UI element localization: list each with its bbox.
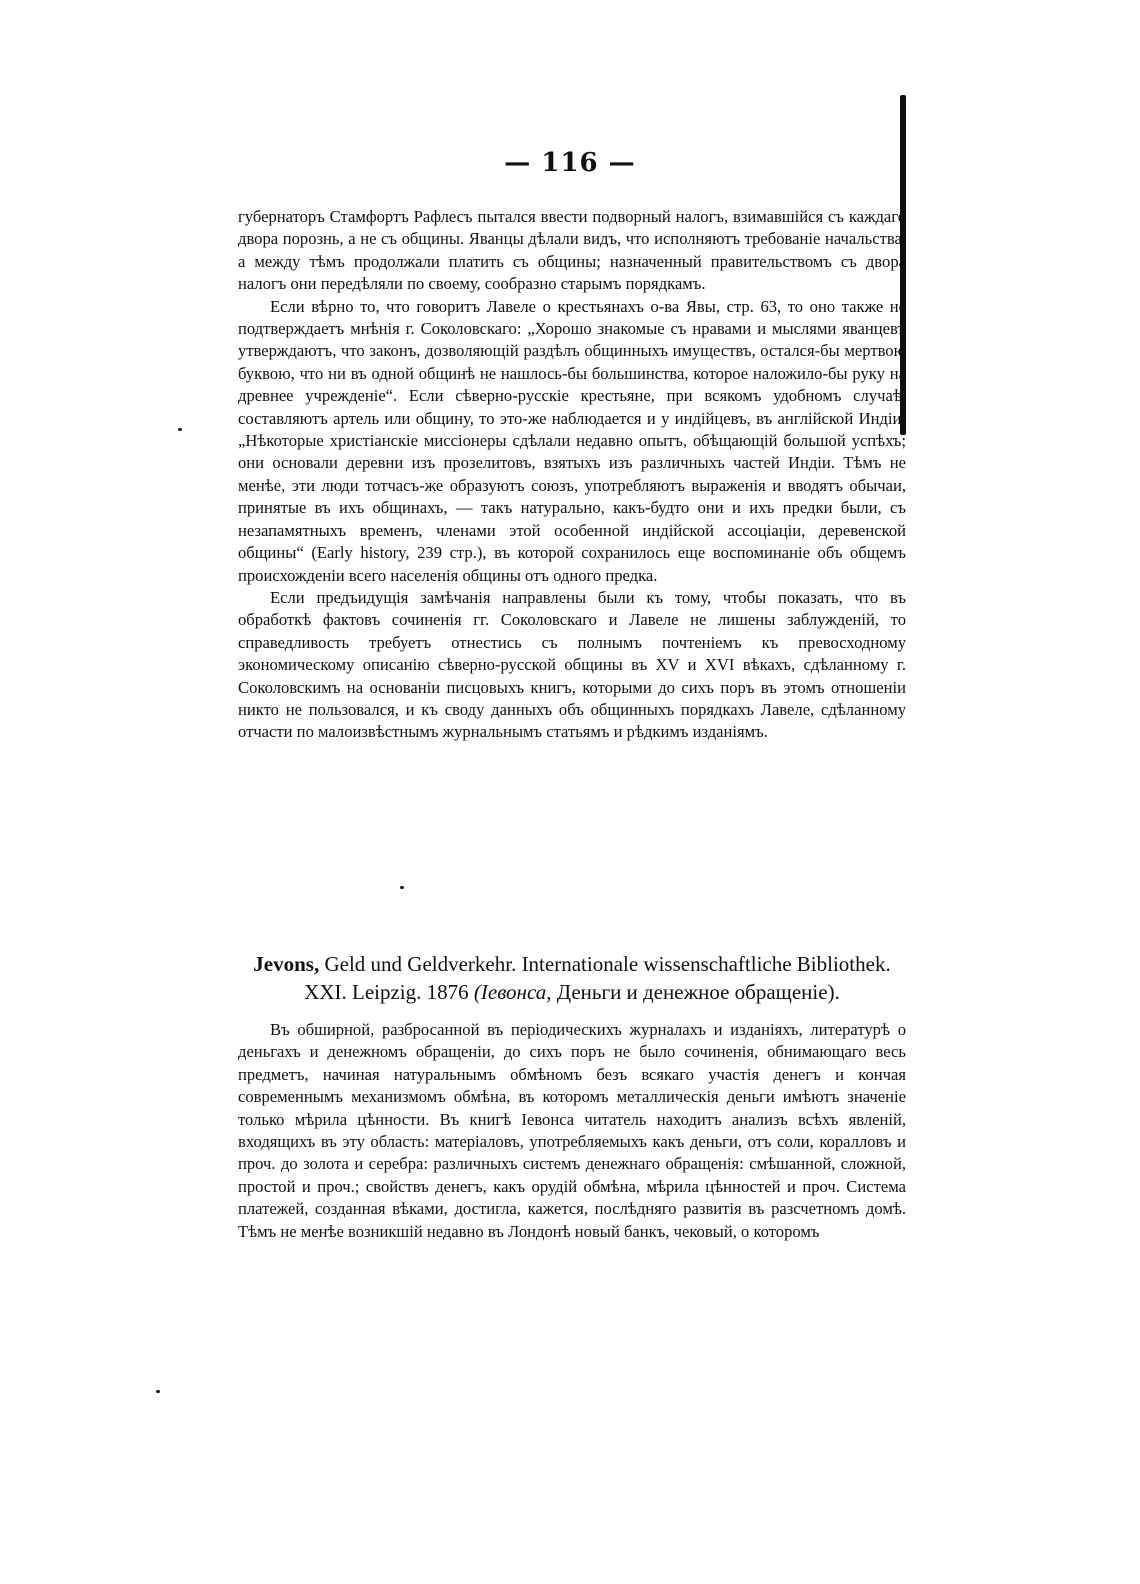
scan-speck [178, 428, 182, 431]
page-number: — 116 — [504, 148, 636, 178]
text-block-bottom [238, 1019, 906, 1243]
heading-line-2 [232, 978, 912, 1006]
heading-title: Geld und Geldverkehr. Internationale wissenschaftliche Bibliothek. [324, 952, 891, 976]
heading-line-1 [232, 950, 912, 978]
scan-speck [400, 886, 404, 889]
paragraph: Если предъидущія замѣчанія направлены были къ тому, чтобы показать, что въ обработкѣ фактовъ сочиненія гг. Соколовскаго и Лавеле не лишены заблужденій, то справедливость требуетъ отнестись съ полнымъ почтеніемъ къ превосходному экономическому описанію сѣверно-русской общины въ XV и XVI вѣкахъ, сдѣланному г. Соколовскимъ на основаніи писцовыхъ книгъ, которыми до сихъ поръ въ этомъ отношеніи никто не пользовался, и къ своду данныхъ объ общинныхъ порядкахъ Лавеле, сдѣланному отчасти по малоизвѣстнымъ журнальнымъ статьямъ и рѣдкимъ изданіямъ. [238, 587, 906, 742]
text-block-top [238, 206, 906, 744]
paragraph: Если вѣрно то, что говоритъ Лавеле о крестьянахъ о-ва Явы, стр. 63, то оно также не подтверждаетъ мнѣнія г. Соколовскаго: „Хорошо знакомые съ нравами и мыслями яванцевъ утверждаютъ, что законъ, дозволяющій раздѣлъ общинныхъ имуществъ, остался-бы мертвою буквою, что ни въ одной общинѣ не нашлось-бы большинства, которое наложило-бы руку на древнее учрежденіе“. Если сѣверно-русскіе крестьяне, при всякомъ удобномъ случаѣ, составляютъ артель или общину, то это-же наблюдается и у индійцевъ, въ англійской Индіи: „Нѣкоторые христіанскіе миссіонеры сдѣлали недавно опытъ, обѣщающій большой успѣхъ; они основали деревни изъ прозелитовъ, взятыхъ изъ различныхъ частей Индіи. Тѣмъ не менѣе, эти люди тотчасъ-же образуютъ союзъ, употребляютъ выраженія и вводятъ обычаи, принятые въ ихъ общинахъ, — такъ натурально, какъ-будто они и ихъ предки были, съ незапамятныхъ временъ, членами этой особенной индійской ассоціаціи, деревенской общины“ (Early history, 239 стр.), въ которой сохранилось еще воспоминаніе объ общемъ происхожденіи всего населенія общины отъ одного предка. [238, 296, 906, 585]
heading-author: Jevons, [253, 952, 320, 976]
paragraph: губернаторъ Стамфортъ Рафлесъ пытался ввести подворный налогъ, взимавшійся съ каждаго двора порознь, а не съ общины. Яванцы дѣлали видъ, что исполняютъ требованіе начальства, а между тѣмъ продолжали платить съ общины; назначенный правительствомъ съ двора налогъ они передѣляли по своему, сообразно старымъ порядкамъ. [238, 207, 906, 294]
heading-russian-title: Деньги и денежное обращеніе). [556, 980, 840, 1004]
review-heading [232, 950, 912, 1006]
paragraph: Въ обширной, разбросанной въ періодическихъ журналахъ и изданіяхъ, литературѣ о деньгахъ и денежномъ обращеніи, до сихъ поръ не было сочиненія, обнимающаго весь предметъ, начиная натуральнымъ обмѣномъ безъ всякаго участія денегъ и кончая современнымъ механизмомъ обмѣна, въ которомъ металлическія деньги имѣютъ значеніе только мѣрила цѣнности. Въ книгѣ Іевонса читатель находитъ анализъ всѣхъ явленій, входящихъ въ эту область: матеріаловъ, употребляемыхъ какъ деньги, отъ соли, коралловъ и проч. до золота и серебра: различныхъ системъ денежнаго обращенія: смѣшанной, сложной, простой и проч.; свойствъ денегъ, какъ орудій обмѣна, мѣрила цѣнностей и проч. Система платежей, созданная вѣками, достигла, кажется, послѣдняго развитія въ разсчетномъ домѣ. Тѣмъ не менѣе возникшій недавно въ Лондонѣ новый банкъ, чековый, о которомъ [238, 1020, 906, 1241]
heading-russian-author: (Іевонса, [473, 980, 552, 1004]
scan-speck [156, 1390, 160, 1393]
heading-series: XXI. Leipzig. 1876 [304, 980, 469, 1004]
